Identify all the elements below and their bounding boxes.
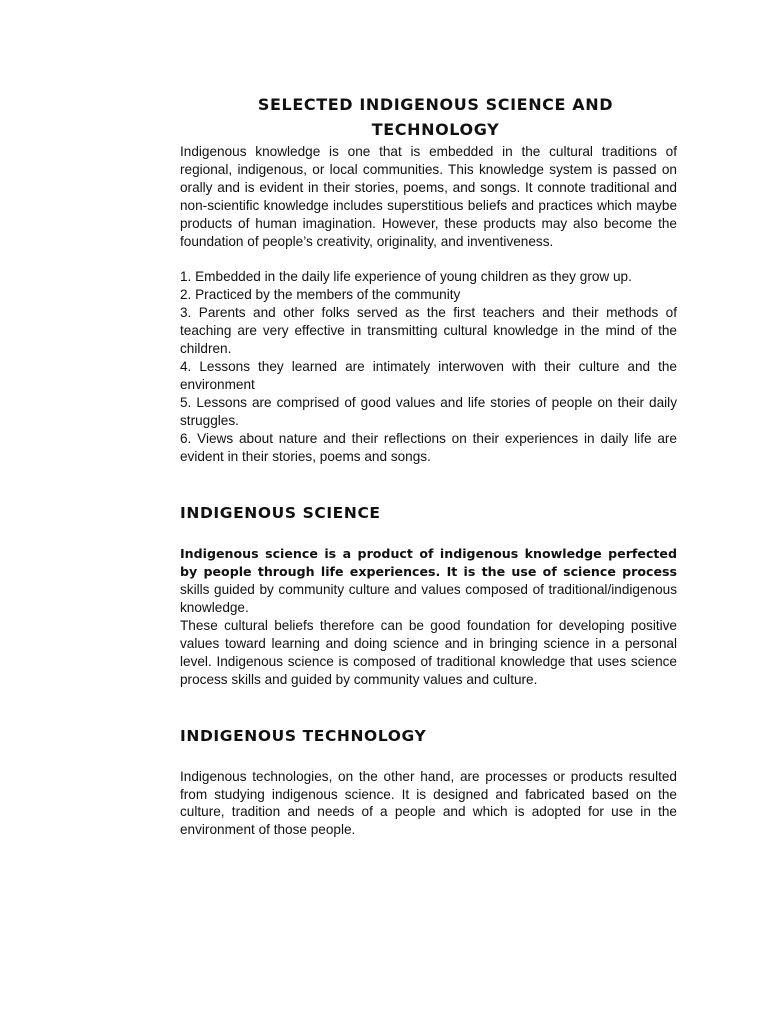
document-title xyxy=(170,92,701,142)
list-item: 6. Views about nature and their reflections on their experiences in daily life are evident in their stories, poems and songs. xyxy=(180,430,677,464)
section-heading-technology: INDIGENOUS TECHNOLOGY xyxy=(180,726,427,745)
document-page xyxy=(180,92,677,839)
science-regular-text: skills guided by community culture and values composed of traditional/indigenous knowledge. xyxy=(180,582,677,616)
technology-paragraph: Indigenous technologies, on the other hand, are processes or products resulted from studying indigenous science. It is designed and fabricated based on the culture, tradition and needs of a people and which is adopted for use in the environment of those people. xyxy=(180,768,677,838)
science-paragraph-1 xyxy=(180,545,677,617)
title-line-2: TECHNOLOGY xyxy=(371,120,500,139)
heading-gap xyxy=(180,746,677,768)
science-paragraph-2: These cultural beliefs therefore can be good foundation for developing positive values toward learning and doing science and in bringing science in a personal level. Indigenous science is composed of traditional knowledge that uses science process skills and guided by community values and culture. xyxy=(180,618,677,687)
intro-paragraph: Indigenous knowledge is one that is embedded in the cultural traditions of regional, indigenous, or local communities. This knowledge system is passed on orally and is evident in their stories, poems, and songs. It connote traditional and non-scientific knowledge includes superstitious beliefs and practices which maybe products of human imagination. However, these products may also become the foundation of people’s creativity, originality, and inventiveness. xyxy=(180,144,677,249)
paragraph-gap xyxy=(180,250,677,268)
title-line-1: SELECTED INDIGENOUS SCIENCE AND xyxy=(257,95,614,114)
characteristics-list xyxy=(180,268,677,465)
list-item: 5. Lessons are comprised of good values and life stories of people on their daily struggles. xyxy=(180,394,677,428)
section-heading-science: INDIGENOUS SCIENCE xyxy=(180,504,381,523)
list-item: 2. Practiced by the members of the community xyxy=(180,287,461,303)
science-bold-text: Indigenous science is a product of indigenous knowledge perfected by people through life experiences. It is the use of science process xyxy=(180,546,677,580)
list-item: 4. Lessons they learned are intimately interwoven with their culture and the environment xyxy=(180,358,677,392)
list-item: 3. Parents and other folks served as the first teachers and their methods of teaching are very effective in transmitting cultural knowledge in the mind of the children. xyxy=(180,305,677,357)
heading-gap xyxy=(180,523,677,545)
list-item: 1. Embedded in the daily life experience of young children as they grow up. xyxy=(180,269,632,285)
